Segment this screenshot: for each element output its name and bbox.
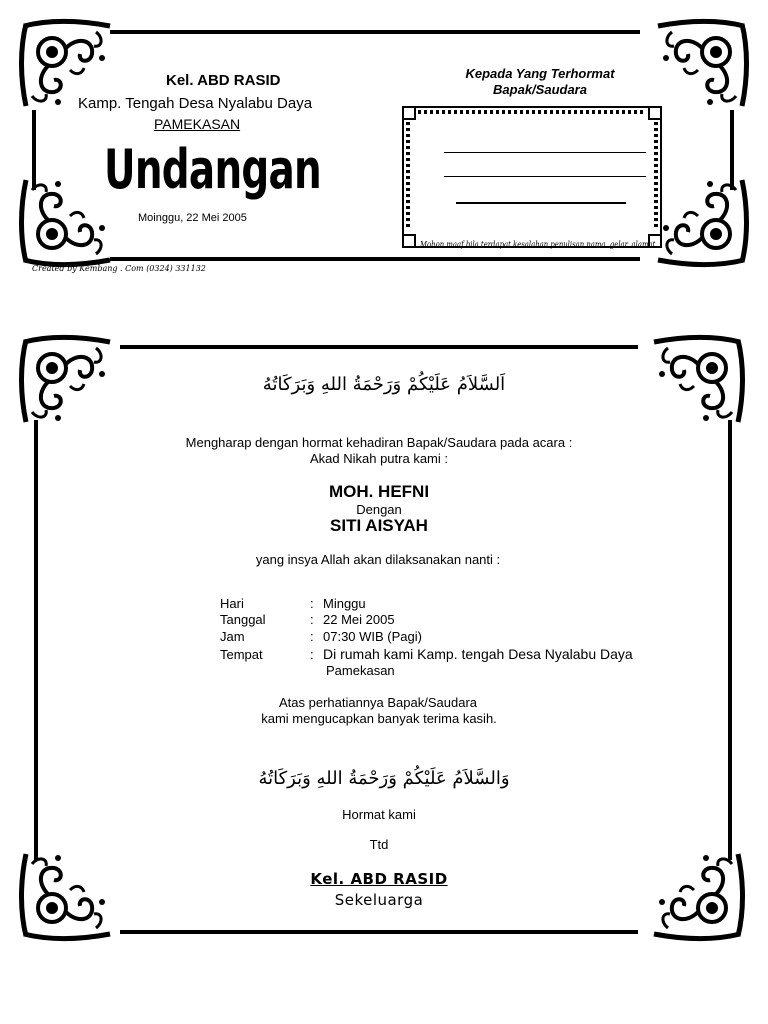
corner-ornament-icon <box>18 334 118 424</box>
greeting-opening: اَلسَّلاَمُ عَلَيْكُمْ وَرَحْمَةُ اللهِ وَبَرَكَاتُهُ <box>262 374 506 395</box>
bride-name: SITI AISYAH <box>330 516 428 535</box>
corner-ornament-icon <box>650 18 750 108</box>
credit-line: Created by Kembang . Com (0324) 331132 <box>32 264 206 273</box>
corner-ornament-icon <box>646 334 746 424</box>
envelope-heading: Undangan <box>104 138 321 201</box>
recipient-salutation: Kepada Yang Terhormat <box>465 66 615 81</box>
schedule-intro: yang insya Allah akan dilaksanakan nanti : <box>255 552 501 567</box>
address-line[interactable] <box>444 176 646 177</box>
intro-line-2: Akad Nikah putra kami : <box>309 451 448 466</box>
envelope-border-top <box>110 30 640 34</box>
address-label-box <box>402 106 662 248</box>
letter-border-top <box>120 345 638 349</box>
family-name: Kel. ABD RASID <box>310 870 448 888</box>
corner-ornament-icon <box>18 178 118 268</box>
intro-line-1: Mengharap dengan hormat kehadiran Bapak/Saudara pada acara : <box>185 435 573 450</box>
closing-line-2: kami mengucapkan banyak terima kasih. <box>261 711 497 726</box>
corner-ornament-icon <box>650 178 750 268</box>
place-line-2: Pamekasan <box>326 663 395 678</box>
envelope-border-bottom <box>110 257 640 261</box>
recipient-title: Bapak/Saudara <box>493 82 587 97</box>
sender-address: Kamp. Tengah Desa Nyalabu Daya <box>78 95 313 112</box>
address-line[interactable] <box>456 202 626 204</box>
regards-text: Hormat kami <box>342 807 416 822</box>
greeting-closing: وَالسَّلاَمُ عَلَيْكُمْ وَرَحْمَةُ اللهِ وَبَرَكَاتُهُ <box>258 768 510 789</box>
address-line[interactable] <box>444 152 646 153</box>
connector-word: Dengan <box>356 502 402 517</box>
groom-name: MOH. HEFNI <box>328 482 430 501</box>
place-date: Moinggu, 22 Mei 2005 <box>138 212 247 224</box>
letter-border-bottom <box>120 930 638 934</box>
sender-name: Kel. ABD RASID <box>166 72 281 89</box>
closing-line-1: Atas perhatiannya Bapak/Saudara <box>278 695 478 710</box>
family-suffix: Sekeluarga <box>334 891 424 909</box>
apology-note: Mohon maaf bila terdapat kesalahan penulisan nama, gelar, alamat <box>420 240 656 249</box>
signature-text: Ttd <box>369 837 389 852</box>
sender-city: PAMEKASAN <box>154 116 241 132</box>
